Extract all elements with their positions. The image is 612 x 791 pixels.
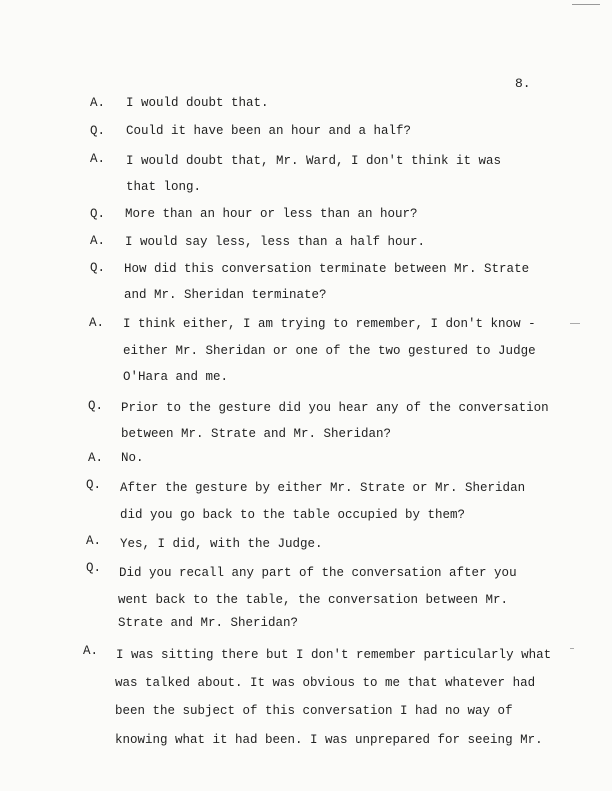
answer-line: that long. (126, 180, 202, 194)
question-label: Q. (86, 561, 102, 575)
question-line: After the gesture by either Mr. Strate or Mr. Sheridan (120, 481, 526, 495)
question-label: Q. (88, 399, 104, 413)
question-line: Could it have been an hour and a half? (126, 124, 412, 138)
question-label: Q. (90, 207, 106, 221)
question-line: More than an hour or less than an hour? (125, 207, 418, 221)
scan-mark (572, 4, 600, 5)
question-line: did you go back to the table occupied by them? (120, 508, 466, 522)
answer-label: A. (83, 644, 99, 658)
page-number: 8. (515, 76, 531, 91)
answer-line: I think either, I am trying to remember, I don't know - (123, 317, 536, 331)
question-line: How did this conversation terminate between Mr. Strate (124, 262, 530, 276)
question-line: Did you recall any part of the conversation after you (119, 566, 517, 580)
answer-line: I would doubt that, Mr. Ward, I don't think it was (126, 154, 502, 168)
margin-mark (570, 323, 580, 324)
question-label: Q. (90, 261, 106, 275)
answer-line: O'Hara and me. (123, 370, 229, 384)
answer-line: I was sitting there but I don't remember particularly what (116, 648, 552, 662)
answer-label: A. (88, 451, 104, 465)
answer-line: been the subject of this conversation I had no way of (115, 704, 513, 718)
answer-label: A. (86, 534, 102, 548)
answer-line: No. (121, 451, 144, 465)
answer-label: A. (89, 316, 105, 330)
answer-line: I would doubt that. (126, 96, 269, 110)
answer-label: A. (90, 234, 106, 248)
question-line: went back to the table, the conversation between Mr. (118, 593, 509, 607)
margin-mark (570, 648, 574, 649)
answer-label: A. (90, 96, 106, 110)
question-label: Q. (90, 124, 106, 138)
question-line: between Mr. Strate and Mr. Sheridan? (121, 427, 392, 441)
question-line: Strate and Mr. Sheridan? (118, 616, 299, 630)
question-line: Prior to the gesture did you hear any of the conversation (121, 401, 549, 415)
question-label: Q. (86, 478, 102, 492)
answer-label: A. (90, 152, 106, 166)
question-line: and Mr. Sheridan terminate? (124, 288, 327, 302)
answer-line: I would say less, less than a half hour. (125, 235, 426, 249)
answer-line: was talked about. It was obvious to me that whatever had (115, 676, 536, 690)
answer-line: Yes, I did, with the Judge. (120, 537, 323, 551)
answer-line: either Mr. Sheridan or one of the two gestured to Judge (123, 344, 536, 358)
answer-line: knowing what it had been. I was unprepared for seeing Mr. (115, 733, 543, 747)
